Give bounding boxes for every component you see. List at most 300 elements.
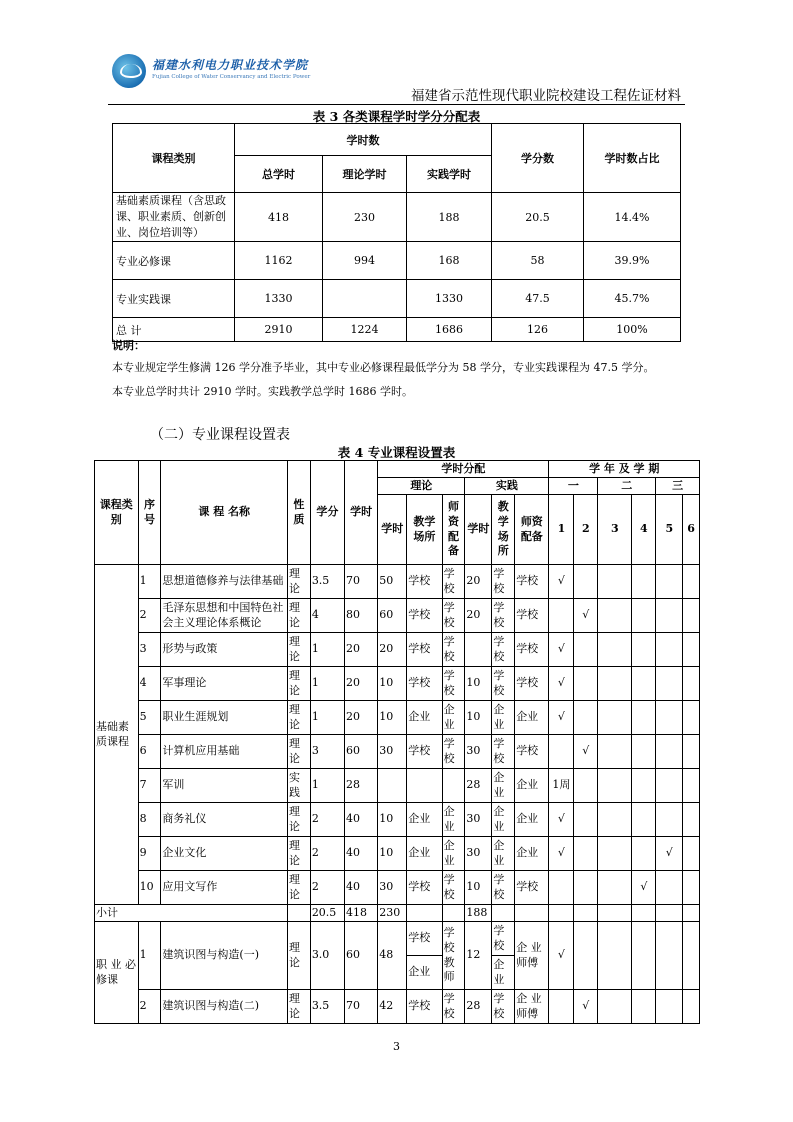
cell-t-hours: 30 [378, 735, 407, 769]
cell-hours: 20 [345, 701, 378, 735]
cell-p-teacher: 企业 [515, 701, 549, 735]
table-row [95, 769, 700, 803]
cell-t-hours: 60 [378, 599, 407, 633]
table-row [95, 803, 700, 837]
cell-term-1: √ [549, 633, 574, 667]
cell-term-3 [598, 633, 632, 667]
table-row [95, 701, 700, 735]
cell-p-teacher: 学校 [515, 667, 549, 701]
cell-p-teacher: 学校 [515, 599, 549, 633]
cell-term-3 [598, 735, 632, 769]
cell-term-4 [632, 990, 656, 1024]
t3-cell-total: 1162 [235, 242, 323, 280]
cell-p-hours: 28 [465, 990, 492, 1024]
cell-term-3 [598, 803, 632, 837]
document-header-title: 福建省示范性现代职业院校建设工程佐证材料 [411, 88, 681, 104]
cell-p-teacher: 学校 [515, 735, 549, 769]
college-logo [112, 50, 311, 92]
cell-term-2: √ [574, 599, 598, 633]
cell-name: 企业文化 [161, 837, 288, 871]
t3-header-ratio: 学时数占比 [584, 124, 681, 193]
cell-seq: 3 [138, 633, 161, 667]
page-number: 3 [393, 1040, 400, 1053]
cell-p-place: 学校 [492, 633, 515, 667]
cell-t-teacher: 企业 [442, 837, 465, 871]
t3-cell-total: 2910 [235, 318, 323, 342]
cell-term-2 [574, 803, 598, 837]
table3-hours-credits [112, 123, 681, 342]
cell-term-3 [598, 769, 632, 803]
table-row [95, 837, 700, 871]
subtotal-row [95, 905, 700, 922]
t3-cell-theory: 994 [323, 242, 407, 280]
cell-credits: 3.5 [310, 990, 344, 1024]
cell-t-teacher: 学校 [442, 667, 465, 701]
cell-p-place: 企业 [492, 956, 515, 990]
cell-t-teacher [442, 769, 465, 803]
cell-term-5 [656, 990, 683, 1024]
cell-p-place: 企业 [492, 769, 515, 803]
cell-t-place: 学校 [407, 922, 442, 956]
cell-term-5: √ [656, 837, 683, 871]
cell-term-4 [632, 633, 656, 667]
cell-p-teacher: 企 业师傅 [515, 922, 549, 990]
cell-term-1: √ [549, 701, 574, 735]
table4-course-setting [94, 460, 700, 1024]
cell-nature: 理论 [287, 837, 310, 871]
cell-term-1 [549, 990, 574, 1024]
t4-header-seq: 序号 [138, 461, 161, 565]
logo-english-name: Fujian College of Water Conservancy and Electric Power [152, 74, 311, 80]
cell-nature: 理论 [287, 599, 310, 633]
t4-header-term-4: 4 [632, 495, 656, 565]
cell-term-5 [656, 599, 683, 633]
cell-seq: 5 [138, 701, 161, 735]
cell-p-place: 学校 [492, 599, 515, 633]
cell-credits: 1 [310, 667, 344, 701]
t4-header-alloc: 学时分配 [378, 461, 549, 478]
cell-term-4 [632, 803, 656, 837]
cell-term-6 [683, 871, 700, 905]
t4-header-theory: 理论 [378, 478, 465, 495]
cell-term-6 [683, 803, 700, 837]
cell-hours: 40 [345, 837, 378, 871]
cell-term-6 [683, 990, 700, 1024]
cell-hours: 20 [345, 667, 378, 701]
cell-name: 毛泽东思想和中国特色社会主义理论体系概论 [161, 599, 288, 633]
t4-header-t-hours: 学时 [378, 495, 407, 565]
cell-name: 建筑识图与构造(二) [161, 990, 288, 1024]
table-row [95, 735, 700, 769]
table-row [95, 990, 700, 1024]
t4-header-t-teacher: 师资配备 [442, 495, 465, 565]
cell-t-teacher: 学校 [442, 599, 465, 633]
t4-header-hours: 学时 [345, 461, 378, 565]
cell-t-place: 学校 [407, 871, 442, 905]
cell-term-1: √ [549, 837, 574, 871]
cell-t-teacher: 企业 [442, 701, 465, 735]
cell-p-hours: 10 [465, 667, 492, 701]
table-row [113, 242, 681, 280]
cell-seq: 4 [138, 667, 161, 701]
cell-term-5 [656, 735, 683, 769]
cell-nature: 理论 [287, 565, 310, 599]
cell-seq: 2 [138, 990, 161, 1024]
t3-cell-practice: 188 [407, 193, 492, 242]
t4-header-p-hours: 学时 [465, 495, 492, 565]
cell-term-4 [632, 735, 656, 769]
notes-block [112, 338, 692, 404]
cell-p-hours [465, 633, 492, 667]
cell-hours: 70 [345, 565, 378, 599]
t3-cell-name: 基础素质课程（含思政课、职业素质、创新创业、岗位培训等） [113, 193, 235, 242]
cell-t-place: 学校 [407, 565, 442, 599]
cell-term-6 [683, 701, 700, 735]
cell-t-hours: 30 [378, 871, 407, 905]
cell-t-teacher: 企业 [442, 803, 465, 837]
cell-credits: 2 [310, 803, 344, 837]
cell-credits: 2 [310, 837, 344, 871]
table-row [95, 667, 700, 701]
cell-seq: 1 [138, 922, 161, 990]
t4-header-practice: 实践 [465, 478, 549, 495]
cell-t-hours: 10 [378, 701, 407, 735]
t4-header-year3: 三 [656, 478, 700, 495]
cell-hours: 40 [345, 803, 378, 837]
cell-p-place: 企业 [492, 701, 515, 735]
group-label: 职 业 必修课 [95, 922, 139, 1024]
cell-t-hours: 20 [378, 633, 407, 667]
t3-header-credits: 学分数 [492, 124, 584, 193]
t3-header-total-hours: 总学时 [235, 156, 323, 193]
cell-t-hours: 48 [378, 922, 407, 990]
cell-p-hours: 30 [465, 735, 492, 769]
cell-t-place: 学校 [407, 599, 442, 633]
notes-line: 本专业总学时共计 2910 学时。实践教学总学时 1686 学时。 [112, 385, 413, 398]
table-row [95, 633, 700, 667]
cell-seq: 8 [138, 803, 161, 837]
table-row [95, 922, 700, 956]
cell-p-place: 企业 [492, 837, 515, 871]
cell-term-6 [683, 735, 700, 769]
cell-hours: 80 [345, 599, 378, 633]
cell-p-teacher: 企业 [515, 837, 549, 871]
t3-cell-practice: 168 [407, 242, 492, 280]
cell-term-1 [549, 871, 574, 905]
cell-t-place: 企业 [407, 956, 442, 990]
t3-cell-practice: 1686 [407, 318, 492, 342]
cell-nature: 理论 [287, 871, 310, 905]
cell-term-5 [656, 871, 683, 905]
cell-term-3 [598, 990, 632, 1024]
cell-credits: 3.5 [310, 565, 344, 599]
cell-t-teacher: 学校 [442, 990, 465, 1024]
cell-term-2 [574, 633, 598, 667]
cell-term-4 [632, 565, 656, 599]
cell-t-place: 学校 [407, 667, 442, 701]
table-row [95, 565, 700, 599]
t4-header-category: 课程类别 [95, 461, 139, 565]
cell-term-6 [683, 837, 700, 871]
cell-t-hours: 10 [378, 667, 407, 701]
cell-term-5 [656, 633, 683, 667]
table-row [113, 280, 681, 318]
cell-term-6 [683, 922, 700, 990]
notes-line: 本专业规定学生修满 126 学分准予毕业，其中专业必修课程最低学分为 58 学分，专业实践课程为 47.5 学分。 [112, 361, 655, 374]
cell-p-teacher: 企业 [515, 769, 549, 803]
cell-p-hours: 20 [465, 599, 492, 633]
cell-credits: 1 [310, 769, 344, 803]
cell-name: 形势与政策 [161, 633, 288, 667]
section-heading: （二）专业课程设置表 [150, 427, 290, 443]
cell-term-5 [656, 922, 683, 990]
cell-seq: 2 [138, 599, 161, 633]
cell-p-place: 学校 [492, 565, 515, 599]
cell-p-place: 学校 [492, 922, 515, 956]
basic-quality-courses [95, 565, 700, 905]
cell-t-hours: 50 [378, 565, 407, 599]
table-row [95, 599, 700, 633]
cell-name: 计算机应用基础 [161, 735, 288, 769]
t3-cell-theory: 1224 [323, 318, 407, 342]
cell-p-hours: 30 [465, 803, 492, 837]
cell-term-6 [683, 599, 700, 633]
cell-p-teacher: 企 业师傅 [515, 990, 549, 1024]
t3-cell-theory: 230 [323, 193, 407, 242]
t3-header-theory-hours: 理论学时 [323, 156, 407, 193]
cell-term-5 [656, 769, 683, 803]
cell-t-place: 企业 [407, 803, 442, 837]
cell-t-hours [378, 769, 407, 803]
cell-t-teacher: 学校 [442, 735, 465, 769]
cell-p-place: 学校 [492, 735, 515, 769]
cell-term-6 [683, 633, 700, 667]
cell-p-hours: 10 [465, 871, 492, 905]
t3-cell-name: 专业实践课 [113, 280, 235, 318]
cell-t-place: 企业 [407, 701, 442, 735]
cell-hours: 28 [345, 769, 378, 803]
cell-p-hours: 10 [465, 701, 492, 735]
cell-p-hours: 12 [465, 922, 492, 990]
cell-seq: 6 [138, 735, 161, 769]
cell-seq: 1 [138, 565, 161, 599]
group-label: 基础素质课程 [95, 565, 139, 905]
t4-header-term-3: 3 [598, 495, 632, 565]
cell-p-place: 学校 [492, 990, 515, 1024]
subtotal-hours: 418 [345, 905, 378, 922]
cell-nature: 理论 [287, 633, 310, 667]
t3-header-category: 课程类别 [113, 124, 235, 193]
cell-term-6 [683, 667, 700, 701]
cell-seq: 7 [138, 769, 161, 803]
cell-term-4 [632, 701, 656, 735]
cell-term-3 [598, 701, 632, 735]
cell-term-3 [598, 667, 632, 701]
cell-term-1: √ [549, 565, 574, 599]
t4-header-nature: 性质 [287, 461, 310, 565]
cell-term-2: √ [574, 990, 598, 1024]
cell-term-1 [549, 599, 574, 633]
cell-term-3 [598, 565, 632, 599]
t4-header-year-term: 学 年 及 学 期 [549, 461, 700, 478]
cell-term-4: √ [632, 871, 656, 905]
cell-hours: 60 [345, 735, 378, 769]
cell-t-hours: 42 [378, 990, 407, 1024]
t3-cell-name: 专业必修课 [113, 242, 235, 280]
cell-p-teacher: 企业 [515, 803, 549, 837]
cell-term-5 [656, 667, 683, 701]
t3-cell-credits: 20.5 [492, 193, 584, 242]
t3-cell-practice: 1330 [407, 280, 492, 318]
t4-header-t-place: 教学场所 [407, 495, 442, 565]
cell-p-teacher: 学校 [515, 871, 549, 905]
cell-term-2 [574, 701, 598, 735]
cell-p-place: 企业 [492, 803, 515, 837]
cell-term-1 [549, 735, 574, 769]
cell-name: 职业生涯规划 [161, 701, 288, 735]
cell-p-hours: 20 [465, 565, 492, 599]
cell-nature: 理论 [287, 667, 310, 701]
cell-name: 军事理论 [161, 667, 288, 701]
cell-t-teacher: 学校 [442, 565, 465, 599]
t4-header-year1: 一 [549, 478, 598, 495]
cell-term-3 [598, 837, 632, 871]
cell-credits: 1 [310, 633, 344, 667]
cell-term-6 [683, 565, 700, 599]
t3-cell-credits: 58 [492, 242, 584, 280]
t4-header-term-1: 1 [549, 495, 574, 565]
t3-cell-ratio: 14.4% [584, 193, 681, 242]
cell-seq: 9 [138, 837, 161, 871]
cell-t-place: 企业 [407, 837, 442, 871]
cell-term-5 [656, 565, 683, 599]
t4-header-name: 课 程 名称 [161, 461, 288, 565]
t3-cell-name: 总 计 [113, 318, 235, 342]
t4-header-term-5: 5 [656, 495, 683, 565]
cell-term-4 [632, 599, 656, 633]
cell-t-place: 学校 [407, 735, 442, 769]
notes-title: 说明： [112, 339, 145, 352]
cell-t-place: 学校 [407, 990, 442, 1024]
subtotal-t-hours: 230 [378, 905, 407, 922]
cell-term-2 [574, 565, 598, 599]
cell-nature: 理论 [287, 735, 310, 769]
cell-term-3 [598, 871, 632, 905]
subtotal-p-hours: 188 [465, 905, 492, 922]
t3-cell-ratio: 45.7% [584, 280, 681, 318]
cell-nature: 实践 [287, 769, 310, 803]
cell-term-1: √ [549, 803, 574, 837]
t3-cell-total: 1330 [235, 280, 323, 318]
cell-t-hours: 10 [378, 837, 407, 871]
cell-t-place [407, 769, 442, 803]
cell-term-2 [574, 837, 598, 871]
cell-nature: 理论 [287, 990, 310, 1024]
cell-term-4 [632, 769, 656, 803]
t3-cell-total: 418 [235, 193, 323, 242]
cell-term-2 [574, 667, 598, 701]
header-divider [108, 104, 685, 105]
cell-p-hours: 30 [465, 837, 492, 871]
t3-cell-credits: 126 [492, 318, 584, 342]
cell-term-1: 1周 [549, 769, 574, 803]
cell-credits: 3.0 [310, 922, 344, 990]
cell-p-hours: 28 [465, 769, 492, 803]
cell-term-3 [598, 922, 632, 990]
cell-name: 商务礼仪 [161, 803, 288, 837]
cell-hours: 70 [345, 990, 378, 1024]
cell-name: 建筑识图与构造(一) [161, 922, 288, 990]
t4-header-term-6: 6 [683, 495, 700, 565]
cell-term-2 [574, 871, 598, 905]
cell-term-1: √ [549, 667, 574, 701]
t3-cell-credits: 47.5 [492, 280, 584, 318]
t3-cell-ratio: 39.9% [584, 242, 681, 280]
cell-term-2 [574, 769, 598, 803]
t4-header-term-2: 2 [574, 495, 598, 565]
cell-credits: 3 [310, 735, 344, 769]
t3-cell-theory [323, 280, 407, 318]
cell-term-6 [683, 769, 700, 803]
cell-t-teacher: 学校 [442, 871, 465, 905]
table3-caption: 表 3 各类课程学时学分分配表 [312, 109, 481, 124]
cell-nature: 理论 [287, 922, 310, 990]
table-row [95, 871, 700, 905]
subtotal-credits: 20.5 [310, 905, 344, 922]
cell-nature: 理论 [287, 701, 310, 735]
cell-term-3 [598, 599, 632, 633]
cell-hours: 60 [345, 922, 378, 990]
cell-t-teacher: 学校教师 [442, 922, 465, 990]
table4-caption: 表 4 专业课程设置表 [337, 445, 456, 460]
subtotal-nature [287, 905, 310, 922]
cell-term-2 [574, 922, 598, 990]
cell-hours: 40 [345, 871, 378, 905]
t4-header-year2: 二 [598, 478, 656, 495]
cell-term-2: √ [574, 735, 598, 769]
cell-p-place: 学校 [492, 667, 515, 701]
college-emblem-icon [112, 54, 146, 88]
t3-cell-ratio: 100% [584, 318, 681, 342]
cell-term-4 [632, 667, 656, 701]
cell-name: 应用文写作 [161, 871, 288, 905]
cell-term-5 [656, 803, 683, 837]
cell-credits: 1 [310, 701, 344, 735]
cell-credits: 4 [310, 599, 344, 633]
cell-term-5 [656, 701, 683, 735]
cell-p-place: 学校 [492, 871, 515, 905]
t3-header-hours: 学时数 [235, 124, 492, 156]
t4-header-credits: 学分 [310, 461, 344, 565]
cell-name: 思想道德修养与法律基础 [161, 565, 288, 599]
cell-term-4 [632, 922, 656, 990]
cell-credits: 2 [310, 871, 344, 905]
cell-p-teacher: 学校 [515, 565, 549, 599]
subtotal-label: 小计 [95, 905, 288, 922]
t3-header-practice-hours: 实践学时 [407, 156, 492, 193]
table-row [113, 193, 681, 242]
t4-header-p-place: 教学场所 [492, 495, 515, 565]
t4-header-p-teacher: 师资配备 [515, 495, 549, 565]
cell-t-hours: 10 [378, 803, 407, 837]
cell-name: 军训 [161, 769, 288, 803]
cell-term-4 [632, 837, 656, 871]
cell-hours: 20 [345, 633, 378, 667]
cell-t-teacher: 学校 [442, 633, 465, 667]
cell-seq: 10 [138, 871, 161, 905]
cell-term-1: √ [549, 922, 574, 990]
cell-nature: 理论 [287, 803, 310, 837]
